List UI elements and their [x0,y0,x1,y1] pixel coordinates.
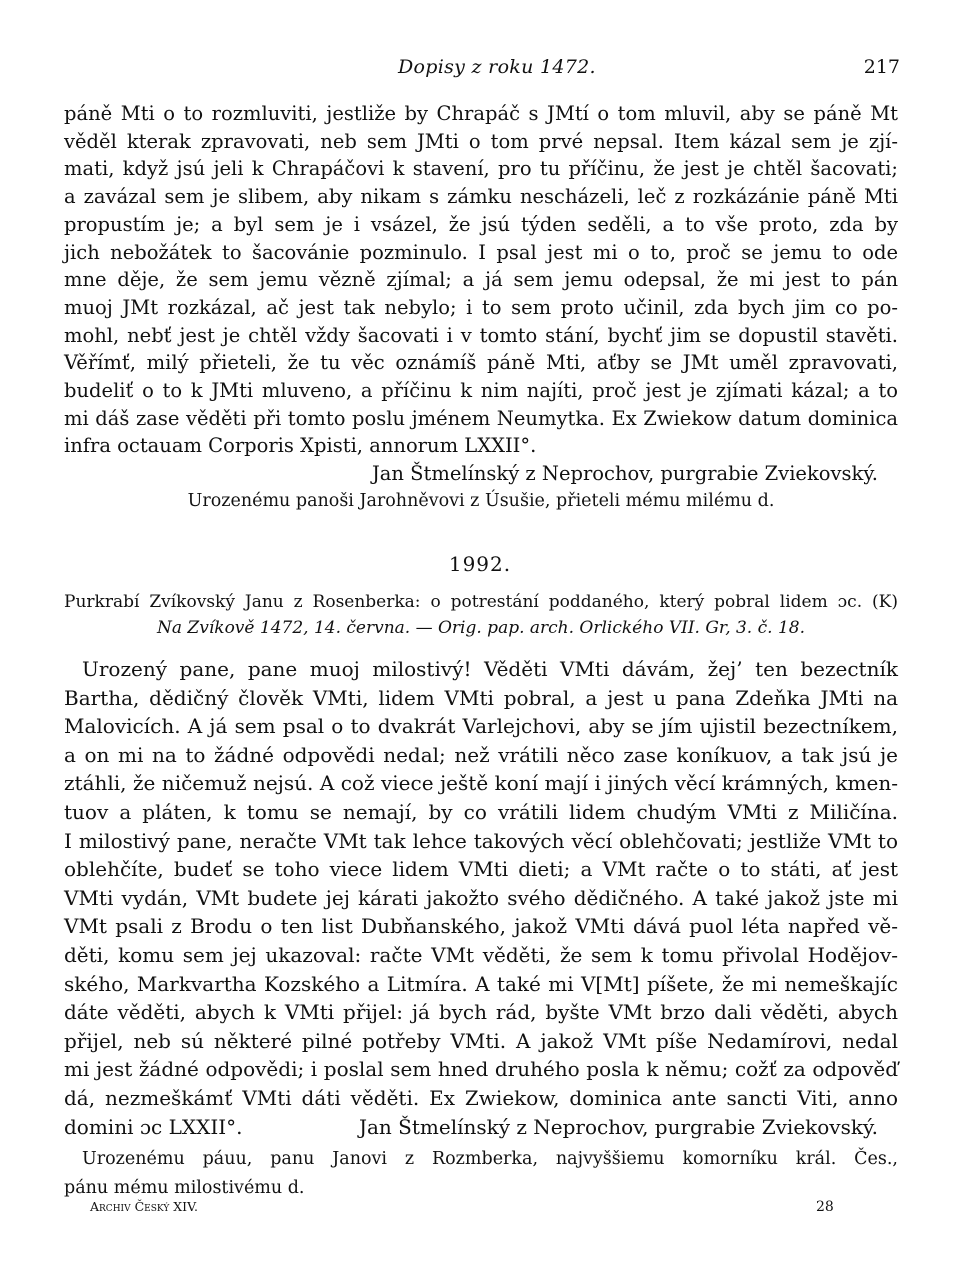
letter-1 [64,100,898,516]
text-line: přijel, neb sú některé pilné potřeby VMti. A jakož VMt píše Nedamírovi, nedal [64,1028,898,1053]
text-line: budeliť o to k JMti mluveno, a příčinu k nim najíti, proč jest je zjímati kázal; a to [64,379,898,403]
text-line: dá, nezmeškámť VMti dáti věděti. Ex Zwiekow, dominica ante sancti Viti, anno [64,1085,898,1110]
source-note: Na Zvíkově 1472, 14. června. — Orig. pap. arch. Orlického VII. Gr, 3. č. 18. [157,618,805,638]
regest-text: Purkrabí Zvíkovský Janu z Rosenberka: o potrestání poddaného, který pobral lidem ɔc. (K) [64,592,898,612]
text-line: dáte věděti, abych k VMti přijel: já bych rád, byšte VMt brzo dali věděti, abych [64,1000,898,1025]
text-line: VMt psali z Brodu o ten list Dubňanského, jakož VMti dává puol léta napřed vě- [64,914,898,939]
page-footer [0,1199,960,1221]
text-line: a on mi na to žádné odpovědi nedal; než vrátili něco zase koníkuov, a tak jsú je [64,742,898,767]
text-line: Malovicích. A já sem psal o to dvakrát Varlejchovi, aby se jím ujistil bezectníkem, [64,714,898,739]
text-line: infra octauam Corporis Xpisti, annorum LXXII°. [64,434,537,458]
text-line: Bartha, dědičný člověk VMti, lidem VMti pobral, a jest u pana Zdeňka JMti na [64,685,898,710]
closing-date: domini ɔc LXXII°. [64,1114,243,1139]
signature: Jan Štmelínský z Neprochov, purgrabie Zviekovský. [371,462,878,486]
text-line: mi dáš zase věděti při tomto poslu jménem Neumytka. Ex Zwiekow datum dominica [64,406,898,430]
signature: Jan Štmelínský z Neprochov, purgrabie Zviekovský. [358,1114,878,1139]
text-line: věděl kterak zpravovati, neb sem JMti o tom prvé nepsal. Item kázal sem je zjí- [64,129,898,153]
regest [64,589,898,641]
text-line: mi jest žádné odpovědi; i poslal sem hned druhého posla k němu; cožť za odpověď [64,1057,898,1082]
text-line: ztáhli, že ničemuž nejsú. A což viece ještě koní mají i jiných věcí krámných, kmen- [64,771,898,796]
page-header [0,56,960,86]
text-line: muoj JMt rozkázal, ač jest tak nebylo; i to sem proto učinil, zda bych jim co po- [64,295,898,319]
text-line: VMti vydán, VMt budete jej kárati jakožto svého dědičného. A také jakož jste mi [64,885,898,910]
text-line: Věřímť, milý přieteli, že tu věc oznámíš páně Mti, aťby se JMt uměl zpravovati, [64,351,898,375]
signature-mark: Archiv Český XIV. [90,1199,198,1214]
text-line: oblehčíte, budeť se toho viece lidem VMti dieti; a VMt račte o to státi, ať jest [64,857,898,882]
page-number: 217 [863,56,900,78]
text-line: mohl, nebť jest je chtěl vždy šacovati i v tomto stání, bychť jim se dopustil stavěti. [64,323,898,347]
text-line: a zavázal sem je slibem, aby nikam s zámku nescházeli, leč z rozkázánie páně Mti [64,185,898,209]
text-line: mati, když jsú jeli k Chrapáčovi k stavení, pro tu příčinu, že jest je chtěl šacovati; [64,157,898,181]
text-line: mne děje, že sem jemu vězně zjímal; a já sem jemu odepsal, že mi jest to pán [64,268,898,292]
text-line: ského, Markvartha Kozského a Litmíra. A také mi V[Mt] píšete, že mi nemeškajíc [64,971,898,996]
text-line: Urozený pane, pane muoj milostivý! Věděti VMti dávám, žej’ ten bezectník [82,657,898,681]
address: Urozenému panoši Jarohněvovi z Úsušie, přieteli mému milému d. [187,490,775,511]
letter-2 [64,655,898,1202]
text-line: I milostivý pane, neračte VMt tak lehce takových věcí oblehčovati; jestliže VMt to [64,828,898,853]
text-line: jich nebožátek to šacovánie pozminulo. I psal jest mi o to, proč se jemu to ode [64,240,898,264]
document-number: 1992. [448,552,512,576]
address: Urozenému páuu, panu Janovi z Rozmberka, najvyššiemu komorníku král. Čes., [82,1149,898,1170]
running-title: Dopisy z roku 1472. [398,56,596,78]
text-line: propustím je; a byl sem je i vsázel, že jsú týden seděli, a to vše proto, zda by [64,212,898,236]
text-line: tuov a pláten, k tomu se nemají, by co vrátili lidem chudým VMti z Miličína. [64,799,898,824]
sheet-number: 28 [816,1199,834,1215]
text-line: páně Mti o to rozmluviti, jestliže by Chrapáč s JMtí o tom mluvil, aby se páně Mt [64,102,898,125]
closing-line [64,1113,898,1142]
address-continued: pánu mému milostivému d. [64,1177,305,1198]
text-line: děti, komu sem jej ukazoval: račte VMt věděti, že sem k tomu přivolal Hodějov- [64,942,898,967]
